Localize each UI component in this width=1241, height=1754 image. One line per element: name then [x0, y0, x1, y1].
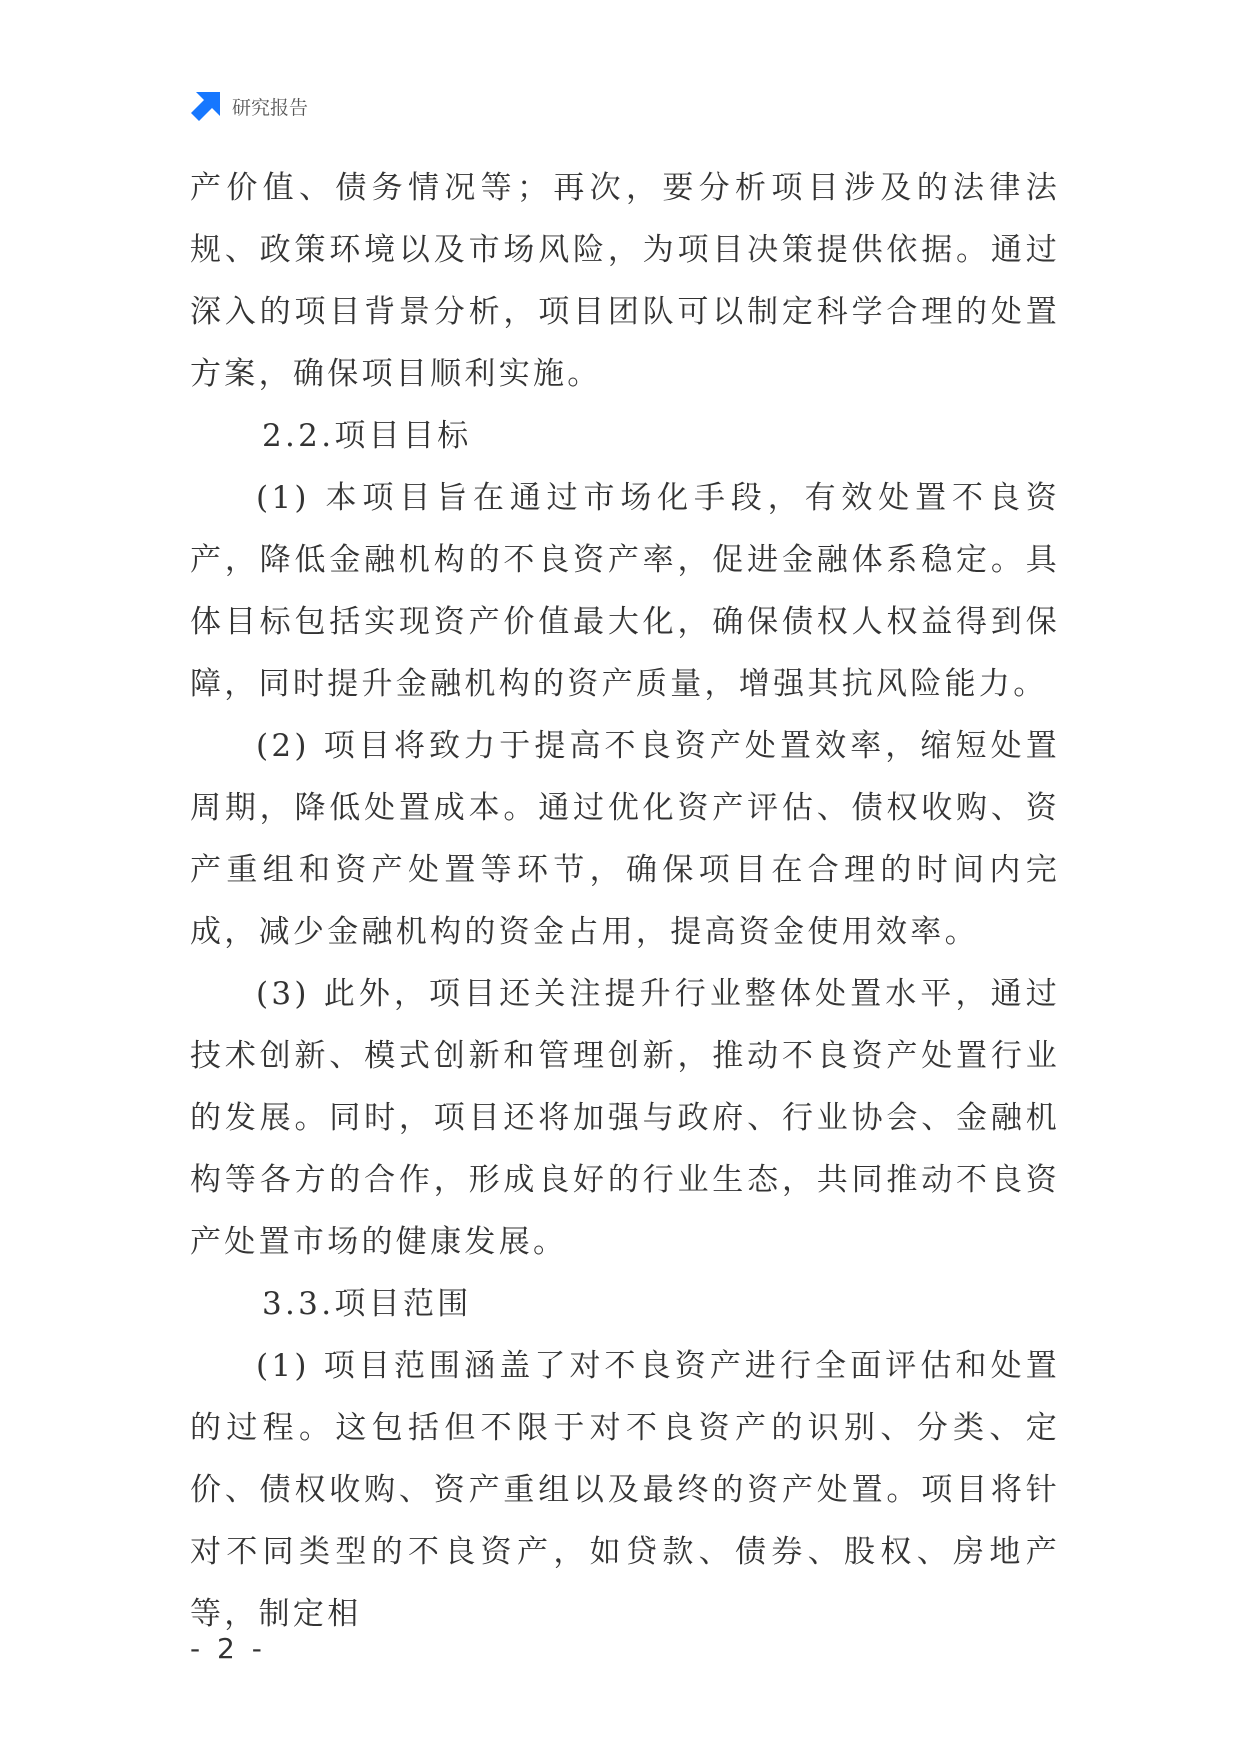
- paragraph-scope-1: (1) 项目范围涵盖了对不良资产进行全面评估和处置的过程。这包括但不限于对不良资产的识别、分类、定价、债权收购、资产重组以及最终的资产处置。项目将针对不同类型的不良资产，如贷款、债券、股权、房地产等，制定相: [190, 1348, 1060, 1632]
- page-header: [190, 88, 308, 124]
- section-heading-project-goals: 2.2.项目目标: [262, 418, 472, 454]
- page-number: - 2 -: [190, 1632, 266, 1665]
- paragraph-goal-1: (1) 本项目旨在通过市场化手段，有效处置不良资产，降低金融机构的不良资产率，促进金融体系稳定。具体目标包括实现资产价值最大化，确保债权人权益得到保障，同时提升金融机构的资产质量，增强其抗风险能力。: [190, 480, 1060, 702]
- arrow-up-right-icon: [190, 90, 222, 122]
- document-body: [190, 157, 1060, 1645]
- paragraph-goal-3: (3) 此外，项目还关注提升行业整体处置水平，通过技术创新、模式创新和管理创新，推动不良资产处置行业的发展。同时，项目还将加强与政府、行业协会、金融机构等各方的合作，形成良好的行业生态，共同推动不良资产处置市场的健康发展。: [190, 976, 1060, 1260]
- section-heading-project-scope: 3.3.项目范围: [262, 1286, 472, 1322]
- paragraph-continuation: 产价值、债务情况等；再次，要分析项目涉及的法律法规、政策环境以及市场风险，为项目决策提供依据。通过深入的项目背景分析，项目团队可以制定科学合理的处置方案，确保项目顺利实施。: [190, 170, 1060, 392]
- paragraph-goal-2: (2) 项目将致力于提高不良资产处置效率，缩短处置周期，降低处置成本。通过优化资产评估、债权收购、资产重组和资产处置等环节，确保项目在合理的时间内完成，减少金融机构的资金占用，提高资金使用效率。: [190, 728, 1060, 950]
- header-title: 研究报告: [232, 96, 309, 119]
